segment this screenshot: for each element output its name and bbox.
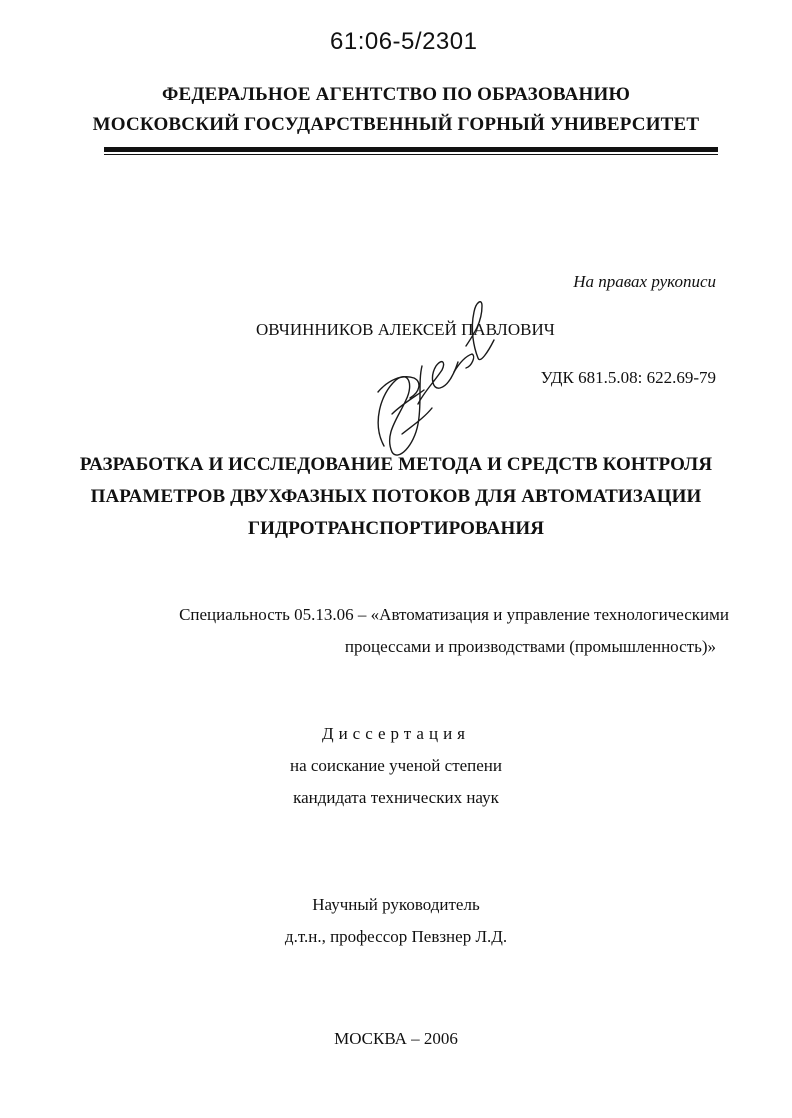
university-name: МОСКОВСКИЙ ГОСУДАРСТВЕННЫЙ ГОРНЫЙ УНИВЕРСИТЕТ (92, 114, 700, 135)
header-divider-thick (104, 147, 718, 152)
archive-reference-code: 61:06-5/2301 (330, 28, 478, 55)
header-divider-thin (104, 154, 718, 155)
supervisor-label: Научный руководитель (312, 895, 480, 914)
degree-line-2: кандидата технических наук (293, 788, 499, 807)
handwritten-signature-icon (362, 296, 500, 462)
thesis-title-line-2: ПАРАМЕТРОВ ДВУХФАЗНЫХ ПОТОКОВ ДЛЯ АВТОМАТИЗАЦИИ (90, 486, 702, 507)
document-type-label: Диссертация (321, 724, 470, 743)
degree-line-1: на соискание ученой степени (289, 756, 503, 775)
author-name: ОВЧИННИКОВ АЛЕКСЕЙ ПАВЛОВИЧ (256, 320, 555, 339)
supervisor-name: д.т.н., профессор Певзнер Л.Д. (284, 927, 508, 946)
specialty-line-1: Специальность 05.13.06 – «Автоматизация и управление технологическими (179, 605, 729, 624)
agency-name: ФЕДЕРАЛЬНОЕ АГЕНТСТВО ПО ОБРАЗОВАНИЮ (161, 84, 631, 105)
specialty-line-2: процессами и производствами (промышленность)» (344, 637, 716, 656)
thesis-title-line-1: РАЗРАБОТКА И ИССЛЕДОВАНИЕ МЕТОДА И СРЕДСТВ КОНТРОЛЯ (79, 454, 713, 475)
city-year: МОСКВА – 2006 (334, 1029, 458, 1048)
thesis-title-line-3: ГИДРОТРАНСПОРТИРОВАНИЯ (247, 518, 545, 539)
manuscript-rights-note: На правах рукописи (573, 272, 716, 291)
udc-code: УДК 681.5.08: 622.69-79 (540, 368, 716, 387)
